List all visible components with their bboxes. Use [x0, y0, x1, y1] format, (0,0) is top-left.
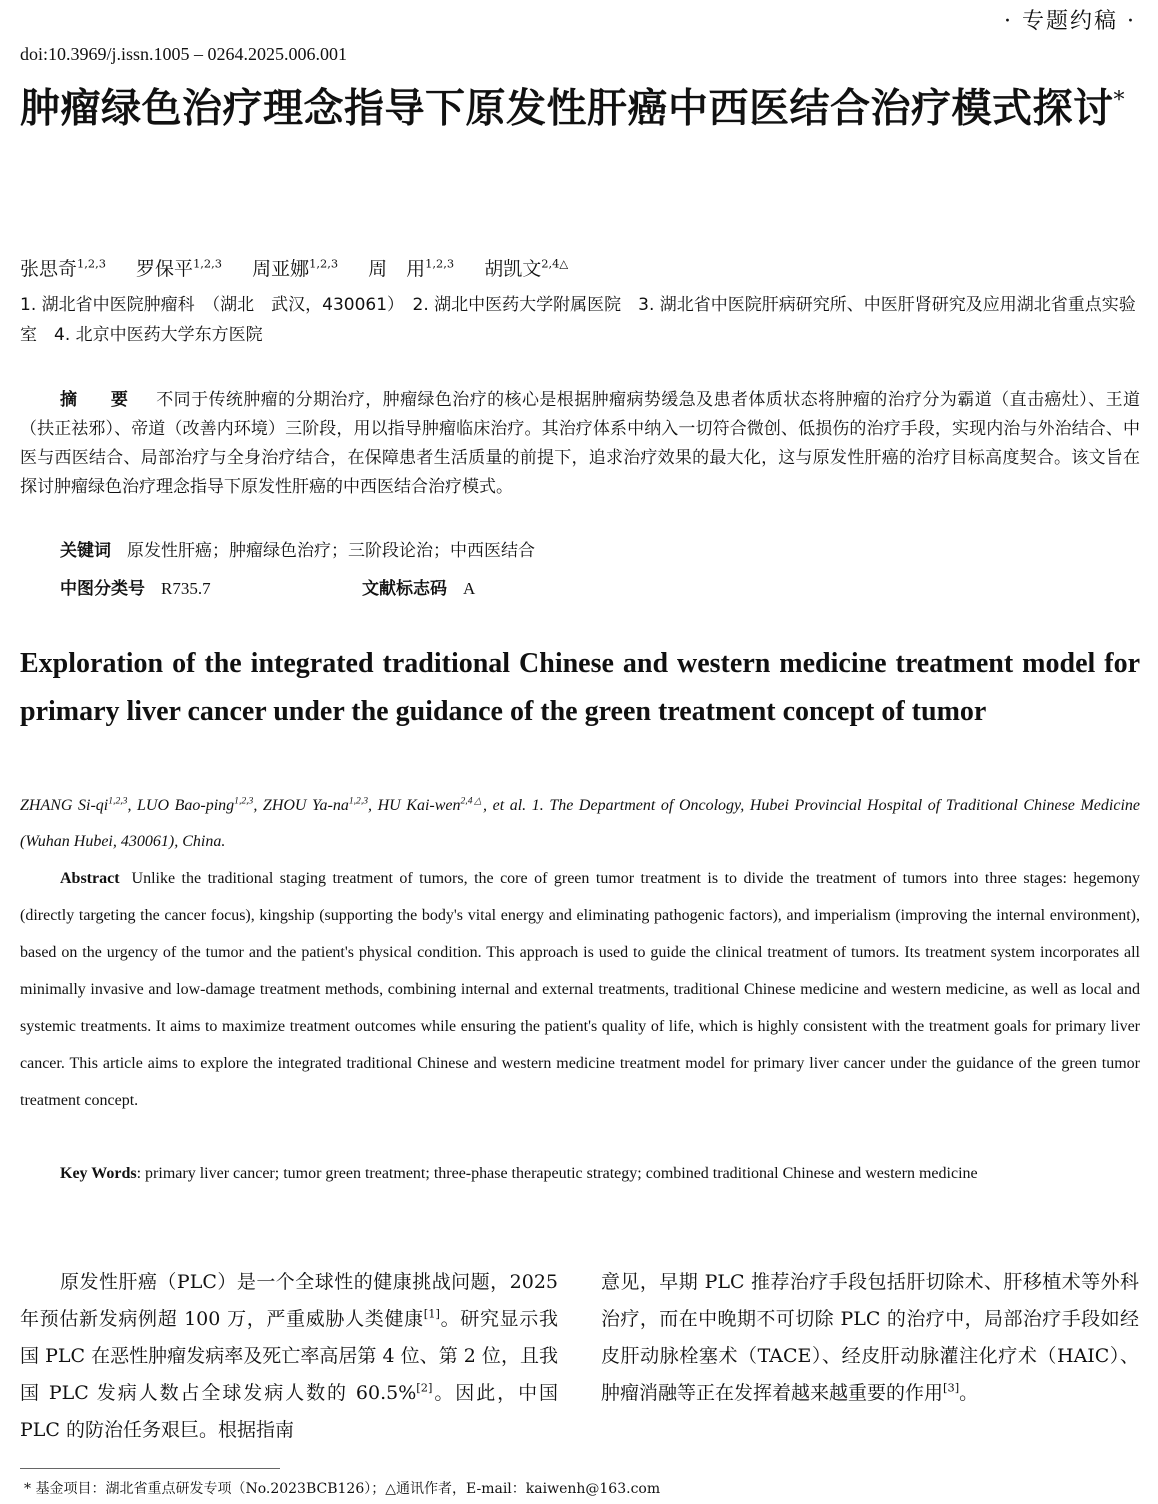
- zh-keywords: [60, 536, 535, 561]
- en-authors: ZHANG Si-qi$^{1,2,3}$, LUO Bao-ping$^{1,2,3}$, ZHOU Ya-na$^{1,2,3}$, HU Kai-wen$^{2,4\triangle}$, et al. 1. The Department of Oncology, Hubei Provincial Hospital of Traditional Chinese Medicine (Wuhan Hubei, 430061), China.: [20, 795, 1141, 850]
- en-abstract-text: Unlike the traditional staging treatment of tumors, the core of green tumor treatment is to divide the treatment of tumors into three stages: hegemony (directly targeting the cancer focus), kingship (supporting the body's vital energy and eliminating pathogenic factors), and imperialism (improving the internal environment), based on the urgency of the tumor and the patient's physical condition. This approach is used to guide the clinical treatment of tumors. Its treatment system incorporates all minimally invasive and low-damage treatment methods, combining internal and external treatments, traditional Chinese medicine and western medicine, as well as local and systemic treatments. It aims to maximize treatment outcomes while ensuring the patient's quality of life, which is highly consistent with the treatment goals for primary liver cancer. This article aims to explore the integrated traditional Chinese and western medicine treatment model for primary liver cancer under the guidance of the green tumor treatment concept.: [20, 870, 1140, 1109]
- en-keywords-text: : primary liver cancer; tumor green treatment; three-phase therapeutic strategy; combined traditional Chinese and western medicine: [136, 1165, 978, 1182]
- zh-author: 周 用$^{1,2,3}$: [368, 256, 455, 280]
- zh-doc-value: A: [463, 579, 476, 598]
- en-affiliation: , et al. 1. The Department of Oncology, Hubei Provincial Hospital of Traditional Chinese Medicine (Wuhan Hubei, 430061), China.: [20, 797, 1141, 850]
- footnote-rule: [20, 1468, 280, 1469]
- footnote: * 基金项目：湖北省重点研发专项（No.2023BCB126）；△通讯作者，E-mail：kaiwenh@163.com: [24, 1481, 661, 1497]
- zh-author: 罗保平$^{1,2,3}$: [136, 256, 223, 280]
- title-footnote-mark: *: [1113, 88, 1125, 113]
- zh-document-code: [362, 574, 475, 599]
- en-abstract-label: Abstract: [60, 870, 120, 887]
- zh-doc-label: 文献标志码: [362, 579, 447, 599]
- zh-author: 周亚娜$^{1,2,3}$: [252, 256, 339, 280]
- body-column-right: 意见，早期 PLC 推荐治疗手段包括肝切除术、肝移植术等外科治疗，而在中晚期不可切除 PLC 的治疗中，局部治疗手段如经皮肝动脉栓塞术（TACE）、经皮肝动脉灌注化疗术（HAIC）、肿瘤消融等正在发挥着越来越重要的作用[3]。: [601, 1271, 1139, 1404]
- en-abstract: [20, 860, 1140, 1119]
- zh-classification: [60, 574, 211, 599]
- zh-author: 张思奇$^{1,2,3}$: [20, 256, 106, 280]
- zh-class-value: R735.7: [161, 579, 211, 598]
- zh-class-label: 中图分类号: [60, 579, 145, 599]
- zh-authors: [20, 254, 592, 281]
- citation-ref[interactable]: [2]: [416, 1380, 433, 1395]
- zh-abstract-label: 摘 要: [60, 390, 137, 410]
- zh-abstract-text: 不同于传统肿瘤的分期治疗，肿瘤绿色治疗的核心是根据肿瘤病势缓急及患者体质状态将肿瘤的治疗分为霸道（直击癌灶）、王道（扶正祛邪）、帝道（改善内环境）三阶段，用以指导肿瘤临床治疗。其治疗体系中纳入一切符合微创、低损伤的治疗手段，实现内治与外治结合、中医与西医结合、局部治疗与全身治疗结合，在保障患者生活质量的前提下，追求治疗效果的最大化，这与原发性肝癌的治疗目标高度契合。该文旨在探讨肿瘤绿色治疗理念指导下原发性肝癌的中西医结合治疗模式。: [20, 390, 1141, 497]
- zh-title: [20, 74, 1145, 135]
- en-title: Exploration of the integrated traditional Chinese and western medicine treatment model for primary liver cancer under the guidance of the green treatment concept of tumor: [20, 648, 1140, 727]
- zh-keywords-text: 原发性肝癌；肿瘤绿色治疗；三阶段论治；中西医结合: [127, 541, 535, 561]
- zh-title-text: 肿瘤绿色治疗理念指导下原发性肝癌中西医结合治疗模式探讨: [20, 84, 1114, 132]
- zh-abstract: [20, 386, 1140, 502]
- zh-affiliations: 1. 湖北省中医院肿瘤科 （湖北 武汉，430061） 2. 湖北中医药大学附属医院 3. 湖北省中医院肝病研究所、中医肝肾研究及应用湖北省重点实验室 4. 北京中医药大学东方医院: [20, 295, 1136, 345]
- column-tag: · 专题约稿 ·: [1004, 9, 1136, 34]
- zh-author: 胡凯文$^{2,4\triangle}$: [484, 256, 569, 280]
- citation-ref[interactable]: [3]: [943, 1380, 960, 1395]
- zh-keywords-label: 关键词: [60, 541, 111, 561]
- citation-ref[interactable]: [1]: [423, 1306, 440, 1321]
- doi[interactable]: doi:10.3969/j.issn.1005 – 0264.2025.006.001: [20, 44, 348, 64]
- en-keywords-label: Key Words: [60, 1165, 137, 1182]
- en-keywords: [20, 1155, 1140, 1192]
- body-column-left: 原发性肝癌（PLC）是一个全球性的健康挑战问题，2025 年预估新发病例超 100 万，严重威胁人类健康[1]。研究显示我国 PLC 在恶性肿瘤发病率及死亡率高居第 4 位、第 2 位，且我国 PLC 发病人数占全球发病人数的 60.5%[2]。因此，中国 PLC 的防治任务艰巨。根据指南: [20, 1271, 558, 1441]
